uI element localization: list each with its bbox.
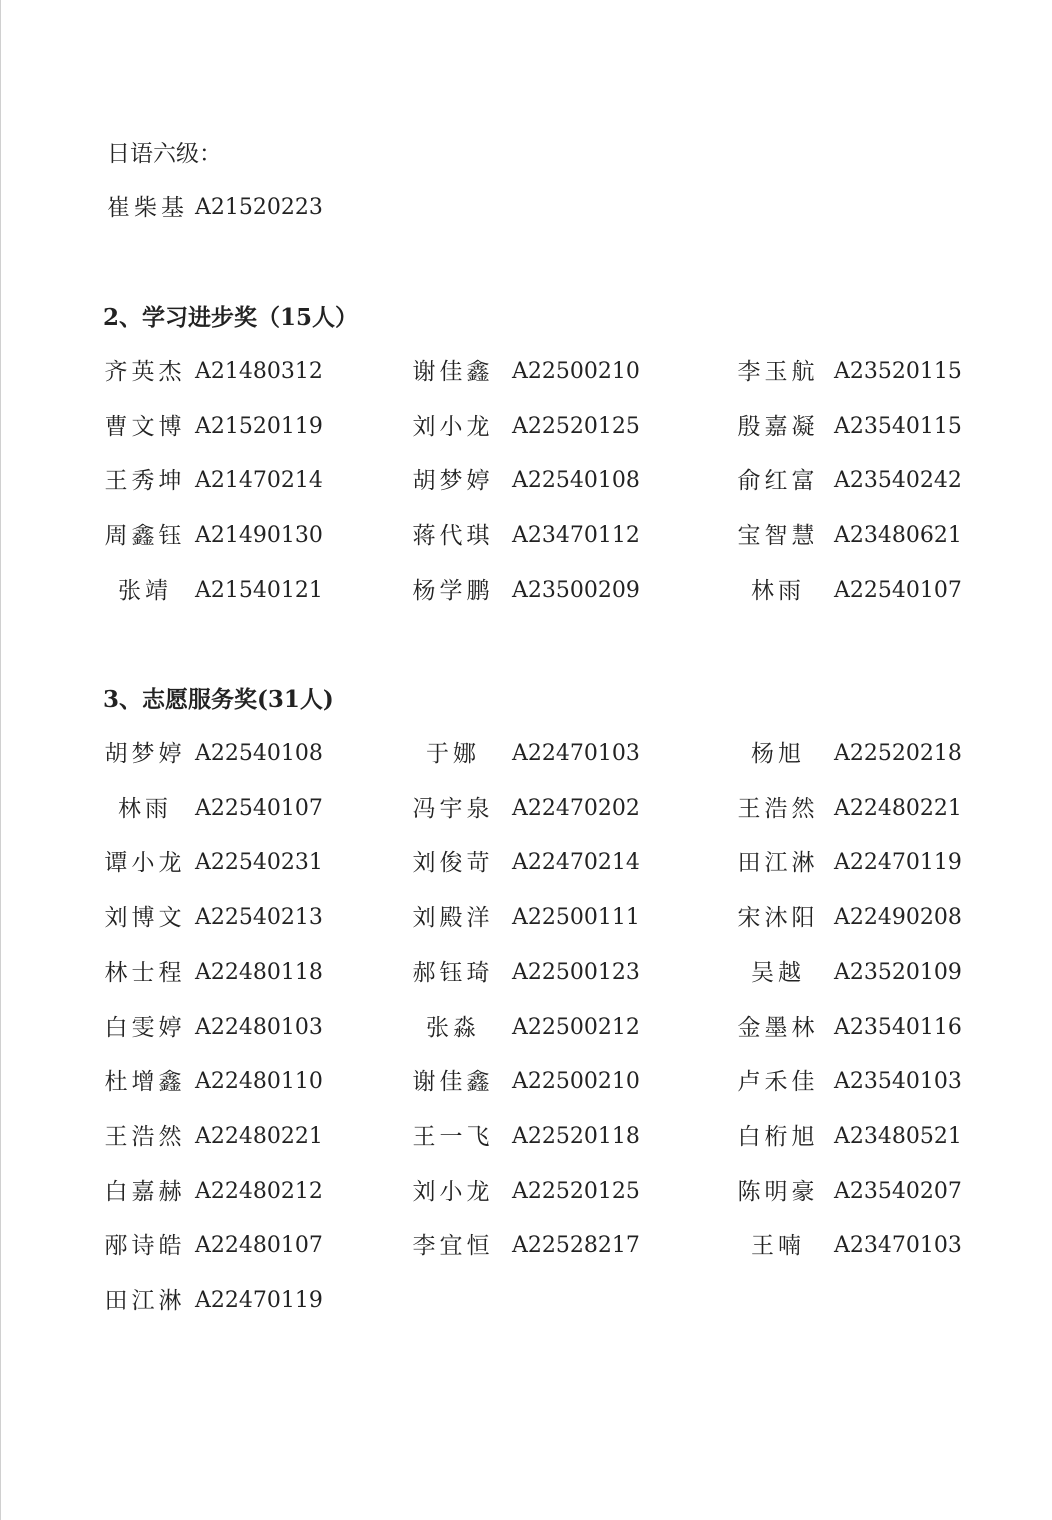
student-id: A22500210 [512, 359, 640, 384]
student-id: A23540242 [834, 468, 962, 494]
student-name: 刘小龙 [412, 1178, 494, 1205]
student-name: 林雨 [751, 577, 805, 604]
student-id: A21540121 [195, 577, 323, 603]
student-id: A22470119 [195, 1288, 323, 1313]
student-name: 刘博文 [104, 905, 186, 932]
student-id: A22520218 [834, 741, 962, 766]
student-id: A23540207 [834, 1178, 962, 1204]
student-id: A23520109 [834, 959, 962, 985]
student-name: 刘殿洋 [412, 905, 494, 932]
student-name: 刘小龙 [412, 413, 494, 440]
student-name: 殷嘉凝 [737, 413, 819, 440]
student-id: A22480221 [195, 1123, 323, 1149]
student-name: 宝智慧 [737, 523, 819, 550]
student-name: 蒋代琪 [412, 523, 494, 550]
student-name: 王浩然 [104, 1123, 186, 1150]
student-name: 王一飞 [412, 1123, 494, 1150]
student-id: A22480221 [834, 795, 962, 821]
student-id: A22540213 [195, 905, 323, 931]
student-id: A22540108 [195, 741, 323, 766]
student-name: 白桁旭 [737, 1123, 819, 1150]
japanese-student-id: A21520223 [195, 195, 323, 220]
student-id: A23480521 [834, 1123, 962, 1149]
student-id: A22490208 [834, 905, 962, 931]
student-id: A22520125 [512, 1178, 640, 1204]
student-id: A21480312 [195, 359, 323, 384]
student-name: 齐英杰 [104, 359, 186, 385]
student-id: A22470119 [834, 850, 962, 876]
japanese-level6-label: 日语六级： [107, 141, 222, 167]
student-id: A23540103 [834, 1069, 962, 1095]
student-id: A22500111 [512, 905, 640, 931]
student-id: A22540107 [834, 577, 962, 603]
student-name: 李玉航 [737, 359, 819, 385]
student-id: A22540231 [195, 850, 323, 876]
student-id: A21520119 [195, 413, 323, 439]
student-name: 李宜恒 [412, 1233, 494, 1260]
student-name: 曹文博 [104, 413, 186, 440]
student-id: A22480107 [195, 1233, 323, 1259]
student-name: 胡梦婷 [412, 468, 494, 495]
student-id: A22540108 [512, 468, 640, 494]
student-name: 林士程 [104, 959, 186, 986]
student-id: A22540107 [195, 795, 323, 821]
student-name: 谢佳鑫 [412, 1069, 494, 1096]
student-name: 金墨林 [737, 1014, 819, 1041]
student-id: A23540115 [834, 413, 962, 439]
student-name: 刘俊苛 [412, 850, 494, 877]
student-name: 田江淋 [737, 850, 819, 877]
student-name: 于娜 [426, 741, 480, 767]
student-id: A22500212 [512, 1014, 640, 1040]
student-id: A22480110 [195, 1069, 323, 1095]
student-id: A22500210 [512, 1069, 640, 1095]
student-name: 王秀坤 [104, 468, 186, 495]
student-name: 俞红富 [737, 468, 819, 495]
student-name: 宋沐阳 [737, 905, 819, 932]
student-id: A22470103 [512, 741, 640, 766]
student-name: 张淼 [426, 1014, 480, 1041]
student-name: 白雯婷 [104, 1014, 186, 1041]
student-name: 杨旭 [751, 741, 805, 767]
student-name: 王浩然 [737, 795, 819, 822]
student-name: 冯宇泉 [412, 795, 494, 822]
student-name: 杜增鑫 [104, 1069, 186, 1096]
student-name: 白嘉赫 [104, 1178, 186, 1205]
student-name: 谭小龙 [104, 850, 186, 877]
student-id: A21490130 [195, 523, 323, 549]
student-id: A22480103 [195, 1014, 323, 1040]
student-id: A22470214 [512, 850, 640, 876]
student-name: 陈明豪 [737, 1178, 819, 1205]
japanese-student-name: 崔柴基 [107, 195, 188, 221]
student-id: A22470202 [512, 795, 640, 821]
student-name: 周鑫钰 [104, 523, 186, 550]
student-name: 林雨 [118, 795, 172, 822]
student-id: A23470103 [834, 1233, 962, 1259]
section-heading-volunteer-award: 3、志愿服务奖(31人) [103, 686, 334, 713]
student-id: A22520118 [512, 1123, 640, 1149]
student-id: A22480212 [195, 1178, 323, 1204]
student-name: 邴诗皓 [104, 1233, 186, 1260]
student-id: A23540116 [834, 1014, 962, 1040]
student-id: A22500123 [512, 959, 640, 985]
student-id: A23520115 [834, 359, 962, 384]
student-id: A21470214 [195, 468, 323, 494]
student-name: 谢佳鑫 [412, 359, 494, 385]
student-id: A23480621 [834, 523, 962, 549]
student-name: 田江淋 [104, 1288, 186, 1314]
student-name: 郝钰琦 [412, 959, 494, 986]
student-name: 卢禾佳 [737, 1069, 819, 1096]
student-id: A23500209 [512, 577, 640, 603]
student-name: 杨学鹏 [412, 577, 494, 604]
student-id: A22528217 [512, 1233, 640, 1259]
student-name: 吴越 [751, 959, 805, 986]
student-id: A22520125 [512, 413, 640, 439]
section-heading-progress-award: 2、学习进步奖（15人） [103, 304, 359, 331]
student-id: A23470112 [512, 523, 640, 549]
student-name: 胡梦婷 [104, 741, 186, 767]
student-name: 王喃 [751, 1233, 805, 1260]
student-id: A22480118 [195, 959, 323, 985]
student-name: 张靖 [118, 577, 172, 604]
